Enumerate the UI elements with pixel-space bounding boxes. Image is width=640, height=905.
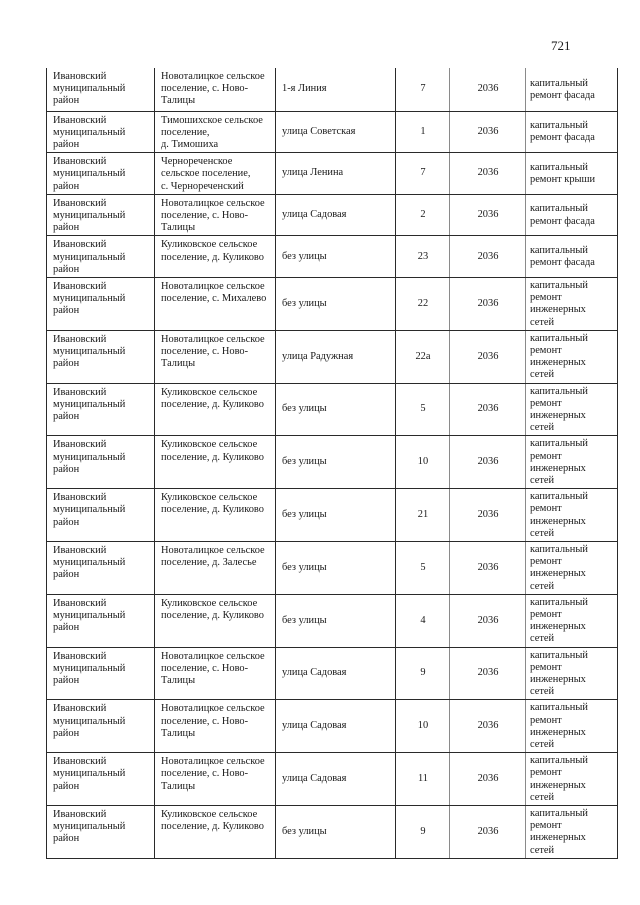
work-line: капитальный [530, 332, 588, 344]
district-cell [47, 111, 155, 153]
street-cell: без улицы [276, 489, 396, 542]
settlement-line: Куликовское сельское [161, 809, 258, 821]
settlement-cell [155, 153, 276, 195]
street-cell: без улицы [276, 594, 396, 647]
page-number: 721 [551, 38, 571, 53]
table-row [47, 806, 618, 859]
work-line: сетей [530, 422, 555, 434]
table-row [47, 489, 618, 542]
street-cell: без улицы [276, 806, 396, 859]
work-line: ремонт [530, 820, 562, 832]
street-cell: улица Радужная [276, 330, 396, 383]
settlement-cell [155, 436, 276, 489]
work-type-cell [526, 489, 618, 542]
year-cell: 2036 [450, 700, 526, 753]
work-line: ремонт фасада [530, 215, 595, 227]
settlement-line: Куликовское сельское [161, 492, 258, 504]
work-line: ремонт [530, 292, 562, 304]
settlement-line: Талицы [161, 95, 196, 107]
district-line: муниципальный [53, 715, 126, 727]
settlement-line: поселение, с. Ново- [161, 768, 249, 780]
year-cell: 2036 [450, 489, 526, 542]
work-line: ремонт фасада [530, 257, 595, 269]
year-cell: 2036 [450, 806, 526, 859]
table-row [47, 647, 618, 700]
district-line: район [53, 569, 80, 581]
street-cell: без улицы [276, 542, 396, 595]
settlement-cell [155, 277, 276, 330]
district-line: район [53, 305, 80, 317]
work-line: сетей [530, 739, 555, 751]
district-line: муниципальный [53, 662, 126, 674]
work-line: капитальный [530, 808, 588, 820]
work-type-cell [526, 647, 618, 700]
district-line: муниципальный [53, 345, 126, 357]
work-line: ремонт [530, 344, 562, 356]
settlement-cell [155, 700, 276, 753]
district-line: Ивановский [53, 545, 107, 556]
district-line: Ивановский [53, 71, 107, 82]
table-row [47, 153, 618, 195]
table-row [47, 383, 618, 436]
district-line: Ивановский [53, 156, 107, 168]
work-type-cell [526, 436, 618, 489]
table-row [47, 700, 618, 753]
settlement-line: поселение, с. Ново- [161, 83, 249, 95]
work-line: инженерных [530, 726, 586, 738]
work-line: капитальный [530, 596, 588, 608]
work-line: инженерных [530, 515, 586, 527]
settlement-line: Куликовское сельское [161, 439, 258, 451]
work-line: инженерных [530, 621, 586, 633]
year-cell: 2036 [450, 753, 526, 806]
district-cell [47, 236, 155, 278]
settlement-line: поселение, с. Ново- [161, 715, 249, 727]
table-row [47, 594, 618, 647]
district-cell [47, 68, 155, 111]
district-line: Ивановский [53, 439, 107, 451]
district-cell [47, 542, 155, 595]
district-line: муниципальный [53, 610, 126, 622]
district-cell [47, 647, 155, 700]
settlement-line: Талицы [161, 675, 196, 687]
settlement-line: Новоталицкое сельское [161, 71, 265, 82]
house-number-cell: 1 [396, 111, 450, 153]
work-line: ремонт [530, 767, 562, 779]
district-line: муниципальный [53, 451, 126, 463]
work-line: ремонт [530, 714, 562, 726]
year-cell: 2036 [450, 436, 526, 489]
work-line: сетей [530, 844, 555, 856]
street-cell: улица Ленина [276, 153, 396, 195]
district-line: муниципальный [53, 768, 126, 780]
settlement-line: Новоталицкое сельское [161, 333, 265, 345]
district-line: район [53, 358, 80, 370]
work-line: ремонт [530, 609, 562, 621]
settlement-line: поселение, с. Ново- [161, 345, 249, 357]
year-cell: 2036 [450, 647, 526, 700]
house-number-cell: 9 [396, 647, 450, 700]
settlement-line: поселение, [161, 126, 210, 138]
settlement-cell [155, 111, 276, 153]
house-number-cell: 2 [396, 194, 450, 236]
settlement-line: Новоталицкое сельское [161, 756, 265, 768]
settlement-line: поселение, д. Куликово [161, 610, 264, 622]
work-type-cell [526, 594, 618, 647]
table-row [47, 111, 618, 153]
district-line: муниципальный [53, 83, 126, 95]
settlement-line: поселение, д. Куликово [161, 451, 264, 463]
street-cell: без улицы [276, 383, 396, 436]
district-line: муниципальный [53, 821, 126, 833]
work-line: инженерных [530, 304, 586, 316]
work-type-cell [526, 806, 618, 859]
house-number-cell: 5 [396, 383, 450, 436]
house-number-cell: 9 [396, 806, 450, 859]
district-line: Ивановский [53, 756, 107, 768]
settlement-cell [155, 194, 276, 236]
settlement-line: Чернореченское [161, 156, 233, 168]
year-cell: 2036 [450, 383, 526, 436]
street-cell: без улицы [276, 236, 396, 278]
work-type-cell [526, 236, 618, 278]
work-line: инженерных [530, 674, 586, 686]
year-cell: 2036 [450, 594, 526, 647]
settlement-line: Новоталицкое сельское [161, 545, 265, 556]
district-line: район [53, 410, 80, 422]
district-line: район [53, 222, 80, 234]
work-line: ремонт фасада [530, 132, 595, 144]
work-type-cell [526, 277, 618, 330]
district-line: Ивановский [53, 333, 107, 345]
district-line: Ивановский [53, 280, 107, 292]
year-cell: 2036 [450, 277, 526, 330]
work-line: инженерных [530, 409, 586, 421]
street-cell: улица Садовая [276, 194, 396, 236]
settlement-line: Новоталицкое сельское [161, 280, 265, 292]
district-line: муниципальный [53, 251, 126, 263]
settlement-line: д. Тимошиха [161, 138, 219, 150]
district-cell [47, 489, 155, 542]
street-cell: 1-я Линия [276, 68, 396, 111]
year-cell: 2036 [450, 68, 526, 111]
work-line: инженерных [530, 357, 586, 369]
settlement-line: поселение, с. Михалево [161, 293, 267, 305]
work-line: капитальный [530, 544, 588, 555]
work-line: инженерных [530, 462, 586, 474]
work-line: ремонт фасада [530, 89, 595, 101]
settlement-line: Куликовское сельское [161, 239, 258, 251]
year-cell: 2036 [450, 542, 526, 595]
district-line: муниципальный [53, 398, 126, 410]
work-line: сетей [530, 316, 555, 328]
work-line: капитальный [530, 491, 588, 503]
table-row [47, 330, 618, 383]
district-line: Ивановский [53, 809, 107, 821]
work-line: капитальный [530, 244, 588, 256]
street-cell: улица Советская [276, 111, 396, 153]
settlement-line: поселение, д. Куликово [161, 251, 264, 263]
district-line: муниципальный [53, 209, 126, 221]
work-line: инженерных [530, 832, 586, 844]
settlement-line: Куликовское сельское [161, 597, 258, 609]
district-line: район [53, 263, 80, 275]
district-line: муниципальный [53, 126, 126, 138]
district-line: Ивановский [53, 386, 107, 398]
settlement-line: с. Чернореченский [161, 180, 244, 192]
settlement-cell [155, 236, 276, 278]
settlement-cell [155, 542, 276, 595]
district-cell [47, 753, 155, 806]
year-cell: 2036 [450, 153, 526, 195]
district-line: Ивановский [53, 492, 107, 504]
settlement-line: поселение, д. Залесье [161, 557, 257, 569]
settlement-cell [155, 383, 276, 436]
settlement-line: поселение, д. Куликово [161, 504, 264, 516]
district-line: район [53, 727, 80, 739]
settlement-line: Талицы [161, 358, 196, 370]
district-line: район [53, 780, 80, 792]
work-line: ремонт крыши [530, 173, 596, 185]
work-line: инженерных [530, 779, 586, 791]
district-line: район [53, 833, 80, 845]
district-line: район [53, 463, 80, 475]
district-line: муниципальный [53, 504, 126, 516]
district-line: муниципальный [53, 168, 126, 180]
work-line: сетей [530, 633, 555, 645]
work-line: капитальный [530, 755, 588, 767]
house-number-cell: 7 [396, 153, 450, 195]
district-cell [47, 700, 155, 753]
district-line: район [53, 675, 80, 687]
year-cell: 2036 [450, 111, 526, 153]
table-row [47, 194, 618, 236]
year-cell: 2036 [450, 194, 526, 236]
settlement-line: Новоталицкое сельское [161, 703, 265, 715]
work-line: сетей [530, 686, 555, 698]
house-number-cell: 7 [396, 68, 450, 111]
settlement-cell [155, 594, 276, 647]
house-number-cell: 4 [396, 594, 450, 647]
district-cell [47, 806, 155, 859]
year-cell: 2036 [450, 236, 526, 278]
work-line: капитальный [530, 385, 588, 397]
house-number-cell: 23 [396, 236, 450, 278]
work-line: сетей [530, 580, 555, 592]
house-number-cell: 10 [396, 436, 450, 489]
work-line: капитальный [530, 120, 588, 132]
street-cell: без улицы [276, 277, 396, 330]
district-line: Ивановский [53, 703, 107, 715]
work-line: сетей [530, 527, 555, 539]
settlement-line: Новоталицкое сельское [161, 650, 265, 662]
work-line: капитальный [530, 438, 588, 450]
district-line: район [53, 516, 80, 528]
settlement-line: поселение, с. Ново- [161, 209, 249, 221]
work-line: ремонт [530, 397, 562, 409]
table-row [47, 277, 618, 330]
district-cell [47, 330, 155, 383]
table-row [47, 68, 618, 111]
settlement-line: Тимошихское сельское [161, 114, 263, 126]
settlement-line: Талицы [161, 727, 196, 739]
district-line: район [53, 180, 80, 192]
work-line: инженерных [530, 568, 586, 580]
district-cell [47, 277, 155, 330]
house-number-cell: 22а [396, 330, 450, 383]
settlement-cell [155, 330, 276, 383]
registry-table [46, 68, 618, 859]
settlement-cell [155, 806, 276, 859]
work-line: сетей [530, 474, 555, 486]
settlement-cell [155, 68, 276, 111]
work-type-cell [526, 153, 618, 195]
table-row [47, 236, 618, 278]
settlement-cell [155, 647, 276, 700]
district-line: муниципальный [53, 557, 126, 569]
house-number-cell: 21 [396, 489, 450, 542]
work-type-cell [526, 194, 618, 236]
registry-table-body [47, 68, 618, 858]
district-line: Ивановский [53, 650, 107, 662]
work-type-cell [526, 753, 618, 806]
settlement-line: сельское поселение, [161, 168, 251, 180]
work-line: капитальный [530, 649, 588, 661]
work-type-cell [526, 700, 618, 753]
settlement-line: поселение, с. Ново- [161, 662, 249, 674]
street-cell: улица Садовая [276, 647, 396, 700]
settlement-line: поселение, д. Куликово [161, 398, 264, 410]
street-cell: улица Садовая [276, 700, 396, 753]
work-type-cell [526, 542, 618, 595]
district-line: муниципальный [53, 293, 126, 305]
table-row [47, 542, 618, 595]
settlement-line: поселение, д. Куликово [161, 821, 264, 833]
work-line: капитальный [530, 161, 588, 173]
district-line: район [53, 622, 80, 634]
settlement-line: Новоталицкое сельское [161, 197, 265, 209]
work-line: капитальный [530, 702, 588, 714]
street-cell: улица Садовая [276, 753, 396, 806]
district-cell [47, 153, 155, 195]
district-line: Ивановский [53, 239, 107, 251]
work-type-cell [526, 68, 618, 111]
table-row [47, 753, 618, 806]
settlement-line: Талицы [161, 780, 196, 792]
work-line: сетей [530, 791, 555, 803]
work-line: ремонт [530, 556, 562, 568]
work-line: ремонт [530, 503, 562, 515]
year-cell: 2036 [450, 330, 526, 383]
house-number-cell: 5 [396, 542, 450, 595]
work-line: капитальный [530, 77, 588, 89]
work-line: сетей [530, 369, 555, 381]
settlement-line: Талицы [161, 222, 196, 234]
district-cell [47, 194, 155, 236]
settlement-cell [155, 753, 276, 806]
district-line: Ивановский [53, 597, 107, 609]
district-line: район [53, 138, 80, 150]
street-cell: без улицы [276, 436, 396, 489]
work-line: капитальный [530, 279, 588, 291]
work-type-cell [526, 383, 618, 436]
district-cell [47, 594, 155, 647]
district-line: район [53, 95, 80, 107]
house-number-cell: 22 [396, 277, 450, 330]
district-line: Ивановский [53, 114, 107, 126]
settlement-cell [155, 489, 276, 542]
settlement-line: Куликовское сельское [161, 386, 258, 398]
work-line: ремонт [530, 450, 562, 462]
work-line: ремонт [530, 661, 562, 673]
district-line: Ивановский [53, 197, 107, 209]
house-number-cell: 11 [396, 753, 450, 806]
work-line: капитальный [530, 203, 588, 215]
work-type-cell [526, 111, 618, 153]
house-number-cell: 10 [396, 700, 450, 753]
district-cell [47, 436, 155, 489]
work-type-cell [526, 330, 618, 383]
table-row [47, 436, 618, 489]
district-cell [47, 383, 155, 436]
